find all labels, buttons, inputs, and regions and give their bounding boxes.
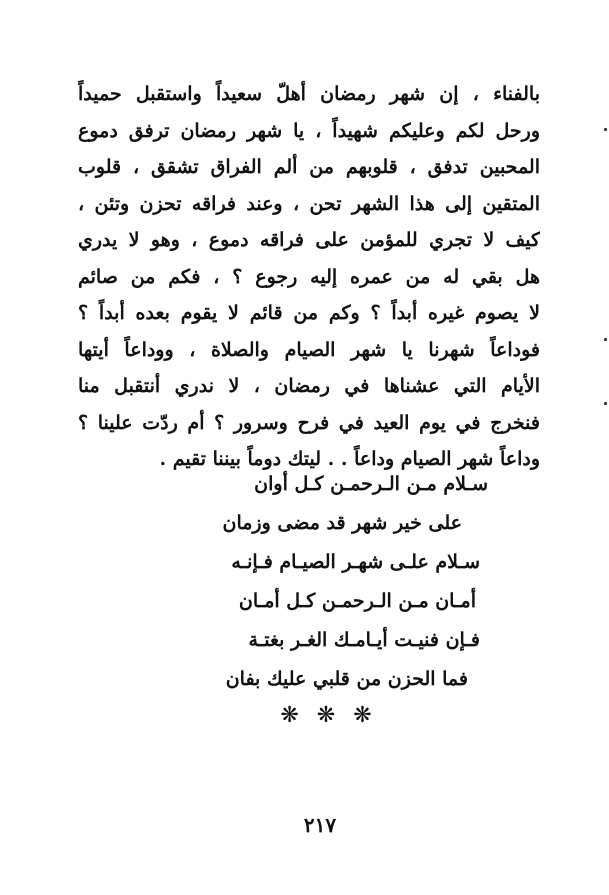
scan-speck	[604, 402, 607, 405]
verse-line: سـلام علـى شهـر الصيـام فـإنـه	[231, 551, 480, 573]
verse-line: على خير شهر قد مضى وزمان	[222, 512, 462, 534]
poem-verses	[150, 465, 490, 699]
prose-paragraph	[78, 76, 540, 478]
page-number: ٢١٧	[303, 813, 337, 837]
section-divider-ornament: ❋❋❋	[280, 703, 390, 728]
text-line: فنخرج في يوم العيد في فرح وسرور ؟ أم ردّت علينا ؟	[78, 411, 540, 434]
verse-line: فـإن فنيـت أيـامـك الغـر بغتـة	[248, 629, 480, 651]
text-line: وداعاً شهر الصيام وداعاً . . ليتك دوماً بيننا تقيم .	[159, 448, 540, 470]
text-line: بالفناء ، إن شهر رمضان أهلّ سعيداً واستقبل حميداً	[78, 83, 540, 105]
scan-speck	[604, 338, 607, 341]
verse-line: سـلام مـن الـرحمـن كـل أوان	[254, 473, 488, 495]
scan-speck	[604, 128, 607, 131]
text-line: الأيام التي عشناها في رمضان ، لا ندري أنتقبل منا	[78, 375, 540, 397]
text-line: لا يصوم غيره أبداً ؟ وكم من قائم لا يقوم بعده أبداً ؟	[78, 302, 540, 324]
verse-line: فما الحزن من قلبي عليك بفان	[225, 668, 468, 690]
text-line: المتقين إلى هذا الشهر تحن ، وعند فراقه تحزن وتئن ،	[78, 192, 540, 215]
text-line: كيف لا تجري للمؤمن على فراقه دموع ، وهو لا يدري	[78, 229, 540, 251]
text-line: فوداعاً شهرنا يا شهر الصيام والصلاة ، ووداعاً أيتها	[78, 338, 540, 361]
text-line: ورحل لكم وعليكم شهيداً ، يا شهر رمضان ترفق دموع	[78, 119, 540, 142]
text-line: هل بقي له من عمره إليه رجوع ؟ ، فكم من صائم	[78, 265, 540, 288]
verse-line: أمـان مـن الـرحمـن كـل أمـان	[238, 590, 476, 612]
text-line: المحبين تدفق ، قلوبهم من ألم الفراق تشقق ، قلوب	[78, 156, 540, 178]
